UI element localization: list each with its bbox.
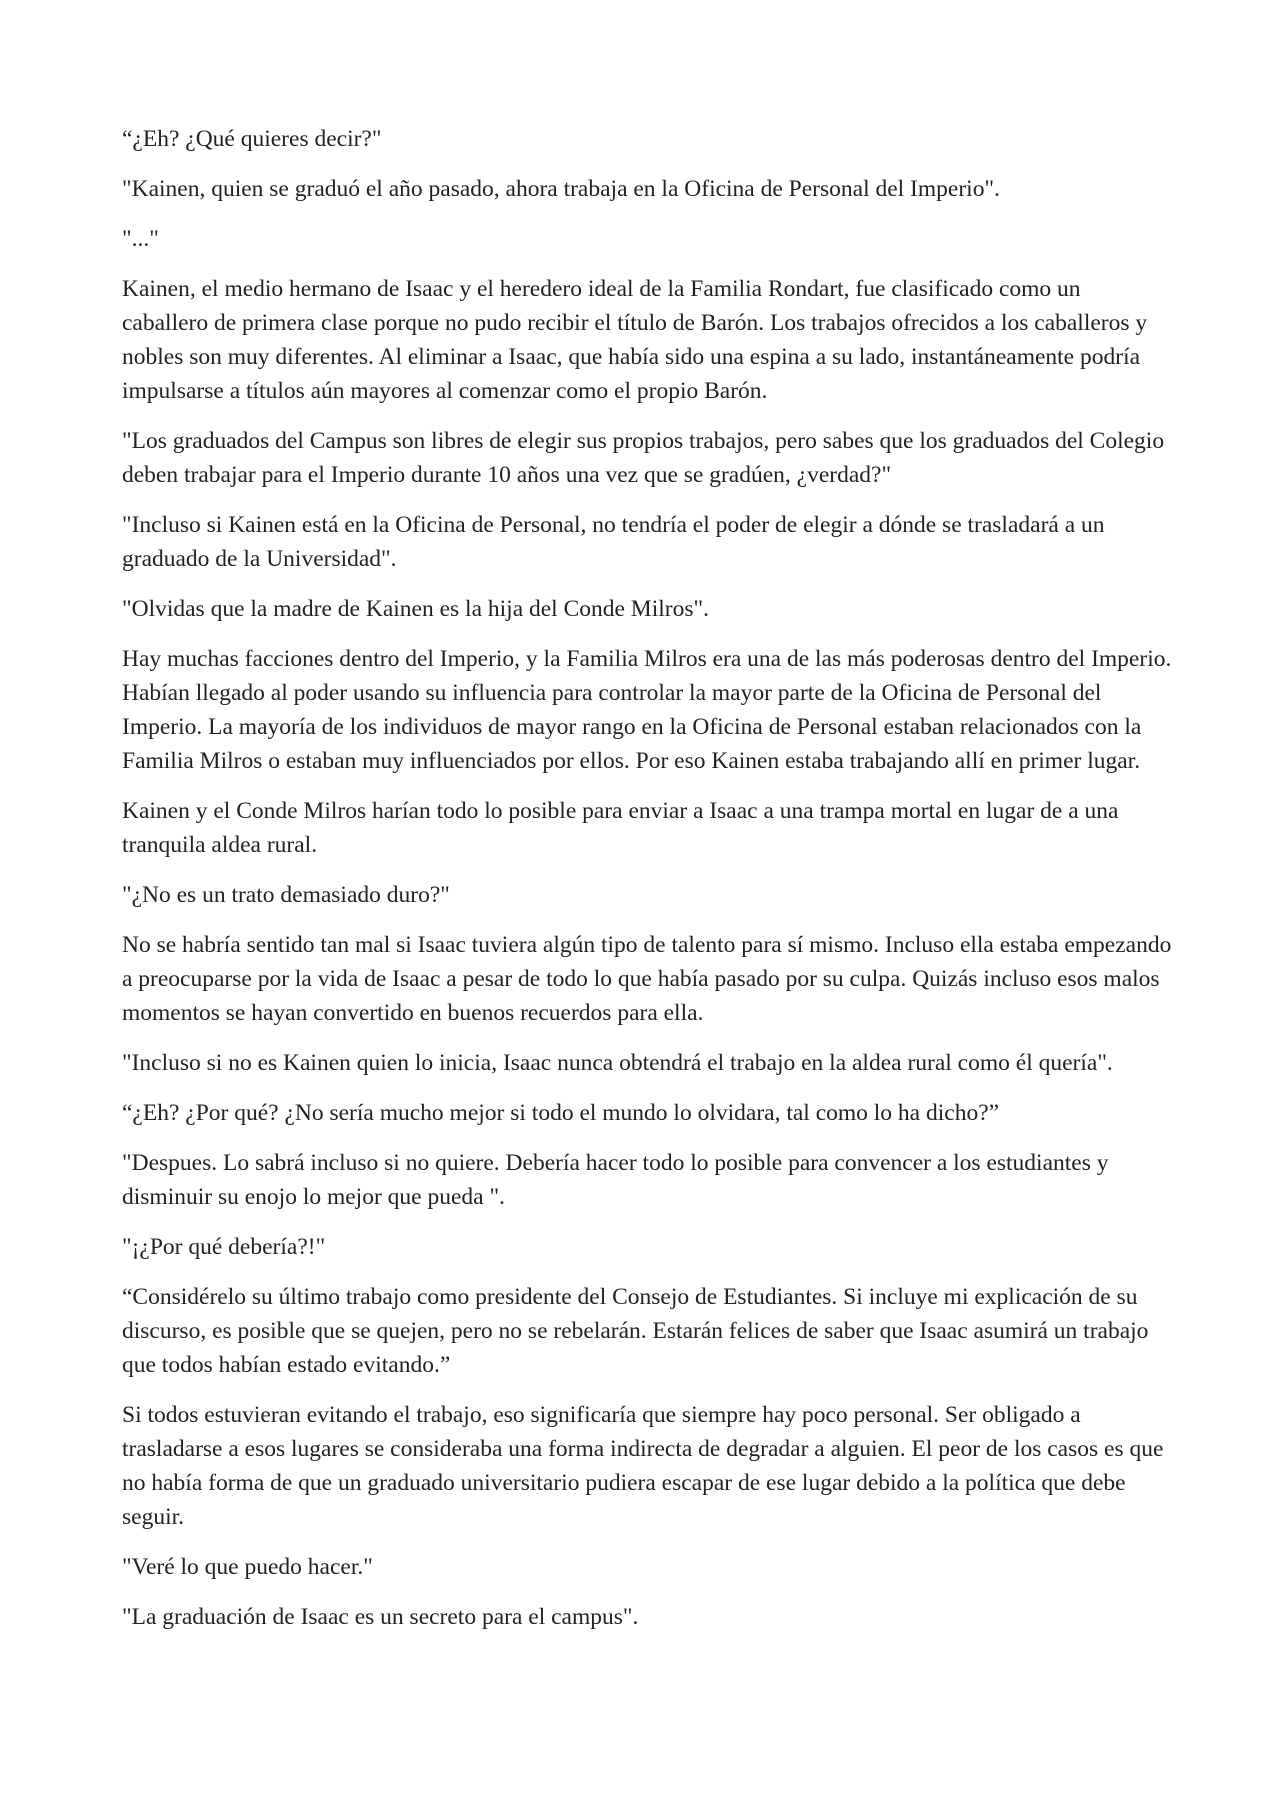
document-page	[122, 122, 1172, 1650]
paragraph: No se habría sentido tan mal si Isaac tuviera algún tipo de talento para sí mismo. Incluso ella estaba empezando a preocuparse por la vida de Isaac a pesar de todo lo que había pasado por su culpa. Quizás incluso esos malos momentos se hayan convertido en buenos recuerdos para ella.	[122, 932, 1172, 1026]
paragraph: "Veré lo que puedo hacer."	[122, 1554, 373, 1580]
paragraph: "Despues. Lo sabrá incluso si no quiere. Debería hacer todo lo posible para convencer a los estudiantes y disminuir su enojo lo mejor que pueda ".	[122, 1150, 1109, 1210]
paragraph: “¿Eh? ¿Qué quieres decir?"	[122, 126, 382, 152]
paragraph: "Incluso si no es Kainen quien lo inicia, Isaac nunca obtendrá el trabajo en la aldea rural como él quería".	[122, 1050, 1113, 1076]
paragraph: Si todos estuvieran evitando el trabajo, eso significaría que siempre hay poco personal. Ser obligado a trasladarse a esos lugares se consideraba una forma indirecta de degradar a alguien. El peor de los casos es que no había forma de que un graduado universitario pudiera escapar de ese lugar debido a la política que debe seguir.	[122, 1402, 1164, 1530]
paragraph: Kainen y el Conde Milros harían todo lo posible para enviar a Isaac a una trampa mortal en lugar de a una tranquila aldea rural.	[122, 798, 1119, 858]
paragraph: "Olvidas que la madre de Kainen es la hija del Conde Milros".	[122, 596, 709, 622]
paragraph: Kainen, el medio hermano de Isaac y el heredero ideal de la Familia Rondart, fue clasificado como un caballero de primera clase porque no pudo recibir el título de Barón. Los trabajos ofrecidos a los caballeros y nobles son muy diferentes. Al eliminar a Isaac, que había sido una espina a su lado, instantáneamente podría impulsarse a títulos aún mayores al comenzar como el propio Barón.	[122, 276, 1148, 404]
paragraph: "..."	[122, 226, 159, 252]
paragraph: "Kainen, quien se graduó el año pasado, ahora trabaja en la Oficina de Personal del Imperio".	[122, 176, 1000, 202]
paragraph: “Considérelo su último trabajo como presidente del Consejo de Estudiantes. Si incluye mi explicación de su discurso, es posible que se quejen, pero no se rebelarán. Estarán felices de saber que Isaac asumirá un trabajo que todos habían estado evitando.”	[122, 1284, 1149, 1378]
paragraph: "¡¿Por qué debería?!"	[122, 1234, 326, 1260]
paragraph: "Incluso si Kainen está en la Oficina de Personal, no tendría el poder de elegir a dónde se trasladará a un graduado de la Universidad".	[122, 512, 1105, 572]
paragraph: "¿No es un trato demasiado duro?"	[122, 882, 450, 908]
paragraph: "La graduación de Isaac es un secreto para el campus".	[122, 1604, 639, 1630]
paragraph: “¿Eh? ¿Por qué? ¿No sería mucho mejor si todo el mundo lo olvidara, tal como lo ha dicho?”	[122, 1100, 1000, 1126]
paragraph: Hay muchas facciones dentro del Imperio, y la Familia Milros era una de las más poderosas dentro del Imperio. Habían llegado al poder usando su influencia para controlar la mayor parte de la Oficina de Personal del Imperio. La mayoría de los individuos de mayor rango en la Oficina de Personal estaban relacionados con la Familia Milros o estaban muy influenciados por ellos. Por eso Kainen estaba trabajando allí en primer lugar.	[122, 646, 1172, 774]
paragraph: "Los graduados del Campus son libres de elegir sus propios trabajos, pero sabes que los graduados del Colegio deben trabajar para el Imperio durante 10 años una vez que se gradúen, ¿verdad?"	[122, 428, 1165, 488]
